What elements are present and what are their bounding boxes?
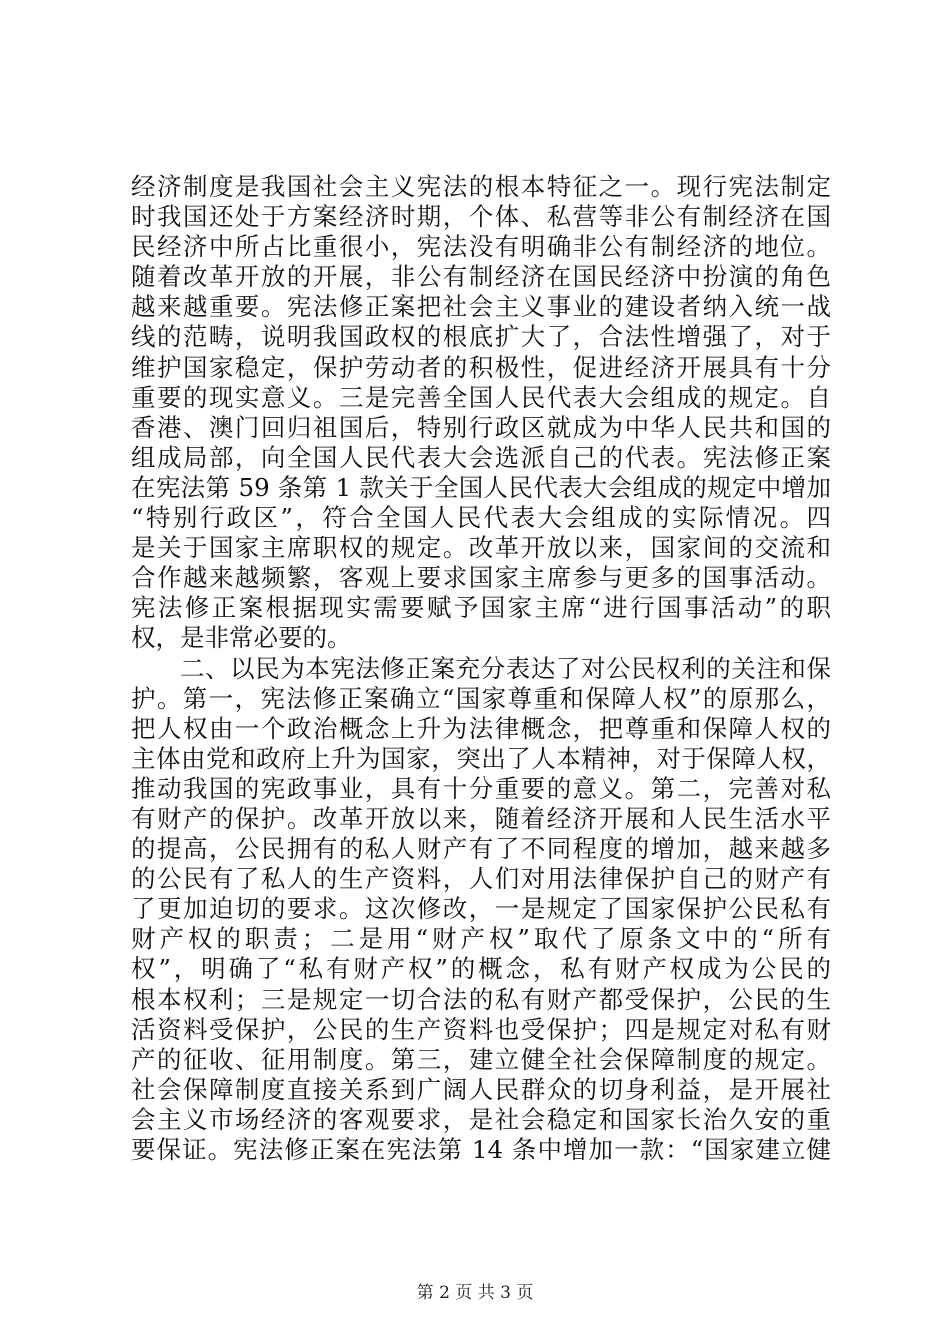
- text-line: 合作越来越频繁，客观上要求国家主席参与更多的国事活动。: [131, 563, 831, 593]
- text-line: 二、以民为本宪法修正案充分表达了对公民权利的关注和保: [180, 653, 831, 683]
- text-line: “特别行政区”，符合全国人民代表大会组成的实际情况。四: [131, 503, 831, 533]
- text-line: 经济制度是我国社会主义宪法的根本特征之一。现行宪法制定: [131, 172, 831, 201]
- text-line: 越来越重要。宪法修正案把社会主义事业的建设者纳入统一战: [131, 292, 831, 322]
- text-line: 社会保障制度直接关系到广阔人民群众的切身利益，是开展社: [131, 1074, 831, 1104]
- text-line: 会主义市场经济的客观要求，是社会稳定和国家长治久安的重: [131, 1104, 831, 1134]
- text-line: 宪法修正案根据现实需要赋予国家主席“进行国事活动”的职: [131, 593, 831, 623]
- text-line: 了更加迫切的要求。这次修改，一是规定了国家保护公民私有: [131, 894, 831, 924]
- text-line: 香港、澳门回归祖国后，特别行政区就成为中华人民共和国的: [131, 412, 831, 442]
- text-line: 活资料受保护，公民的生产资料也受保护；四是规定对私有财: [131, 1014, 831, 1044]
- text-line: 线的范畴，说明我国政权的根底扩大了，合法性增强了，对于: [131, 322, 831, 352]
- text-line: 的公民有了私人的生产资料，人们对用法律保护自己的财产有: [131, 864, 831, 894]
- text-line: 组成局部，向全国人民代表大会选派自己的代表。宪法修正案: [131, 442, 831, 472]
- text-line: 推动我国的宪政事业，具有十分重要的意义。第二，完善对私: [131, 773, 831, 803]
- body-text: [131, 172, 831, 1165]
- text-line: 维护国家稳定，保护劳动者的积极性，促进经济开展具有十分: [131, 352, 831, 382]
- page-footer: 第 2 页 共 3 页: [416, 1283, 534, 1303]
- text-line: 财产权的职责；二是用“财产权”取代了原条文中的“所有: [131, 924, 831, 954]
- text-line: 护。第一，宪法修正案确立“国家尊重和保障人权”的原那么，: [131, 683, 831, 713]
- text-line: 民经济中所占比重很小，宪法没有明确非公有制经济的地位。: [131, 232, 831, 262]
- text-line: 时我国还处于方案经济时期，个体、私营等非公有制经济在国: [131, 202, 831, 232]
- text-line: 要保证。宪法修正案在宪法第 14 条中增加一款：“国家建立健: [131, 1135, 831, 1164]
- text-line: 在宪法第 59 条第 1 款关于全国人民代表大会组成的规定中增加: [131, 472, 831, 502]
- text-line: 是关于国家主席职权的规定。改革开放以来，国家间的交流和: [131, 533, 831, 563]
- text-line: 随着改革开放的开展，非公有制经济在国民经济中扮演的角色: [131, 262, 831, 292]
- text-line: 的提高，公民拥有的私人财产有了不同程度的增加，越来越多: [131, 834, 831, 864]
- text-line: 权，是非常必要的。: [131, 623, 352, 653]
- text-line: 权”，明确了“私有财产权”的概念，私有财产权成为公民的: [131, 954, 831, 984]
- text-line: 重要的现实意义。三是完善全国人民代表大会组成的规定。自: [131, 382, 831, 412]
- text-line: 主体由党和政府上升为国家，突出了人本精神，对于保障人权，: [131, 743, 831, 773]
- text-line: 根本权利；三是规定一切合法的私有财产都受保护，公民的生: [131, 984, 831, 1014]
- text-line: 有财产的保护。改革开放以来，随着经济开展和人民生活水平: [131, 803, 831, 833]
- text-line: 把人权由一个政治概念上升为法律概念，把尊重和保障人权的: [131, 713, 831, 743]
- text-line: 产的征收、征用制度。第三，建立健全社会保障制度的规定。: [131, 1044, 831, 1074]
